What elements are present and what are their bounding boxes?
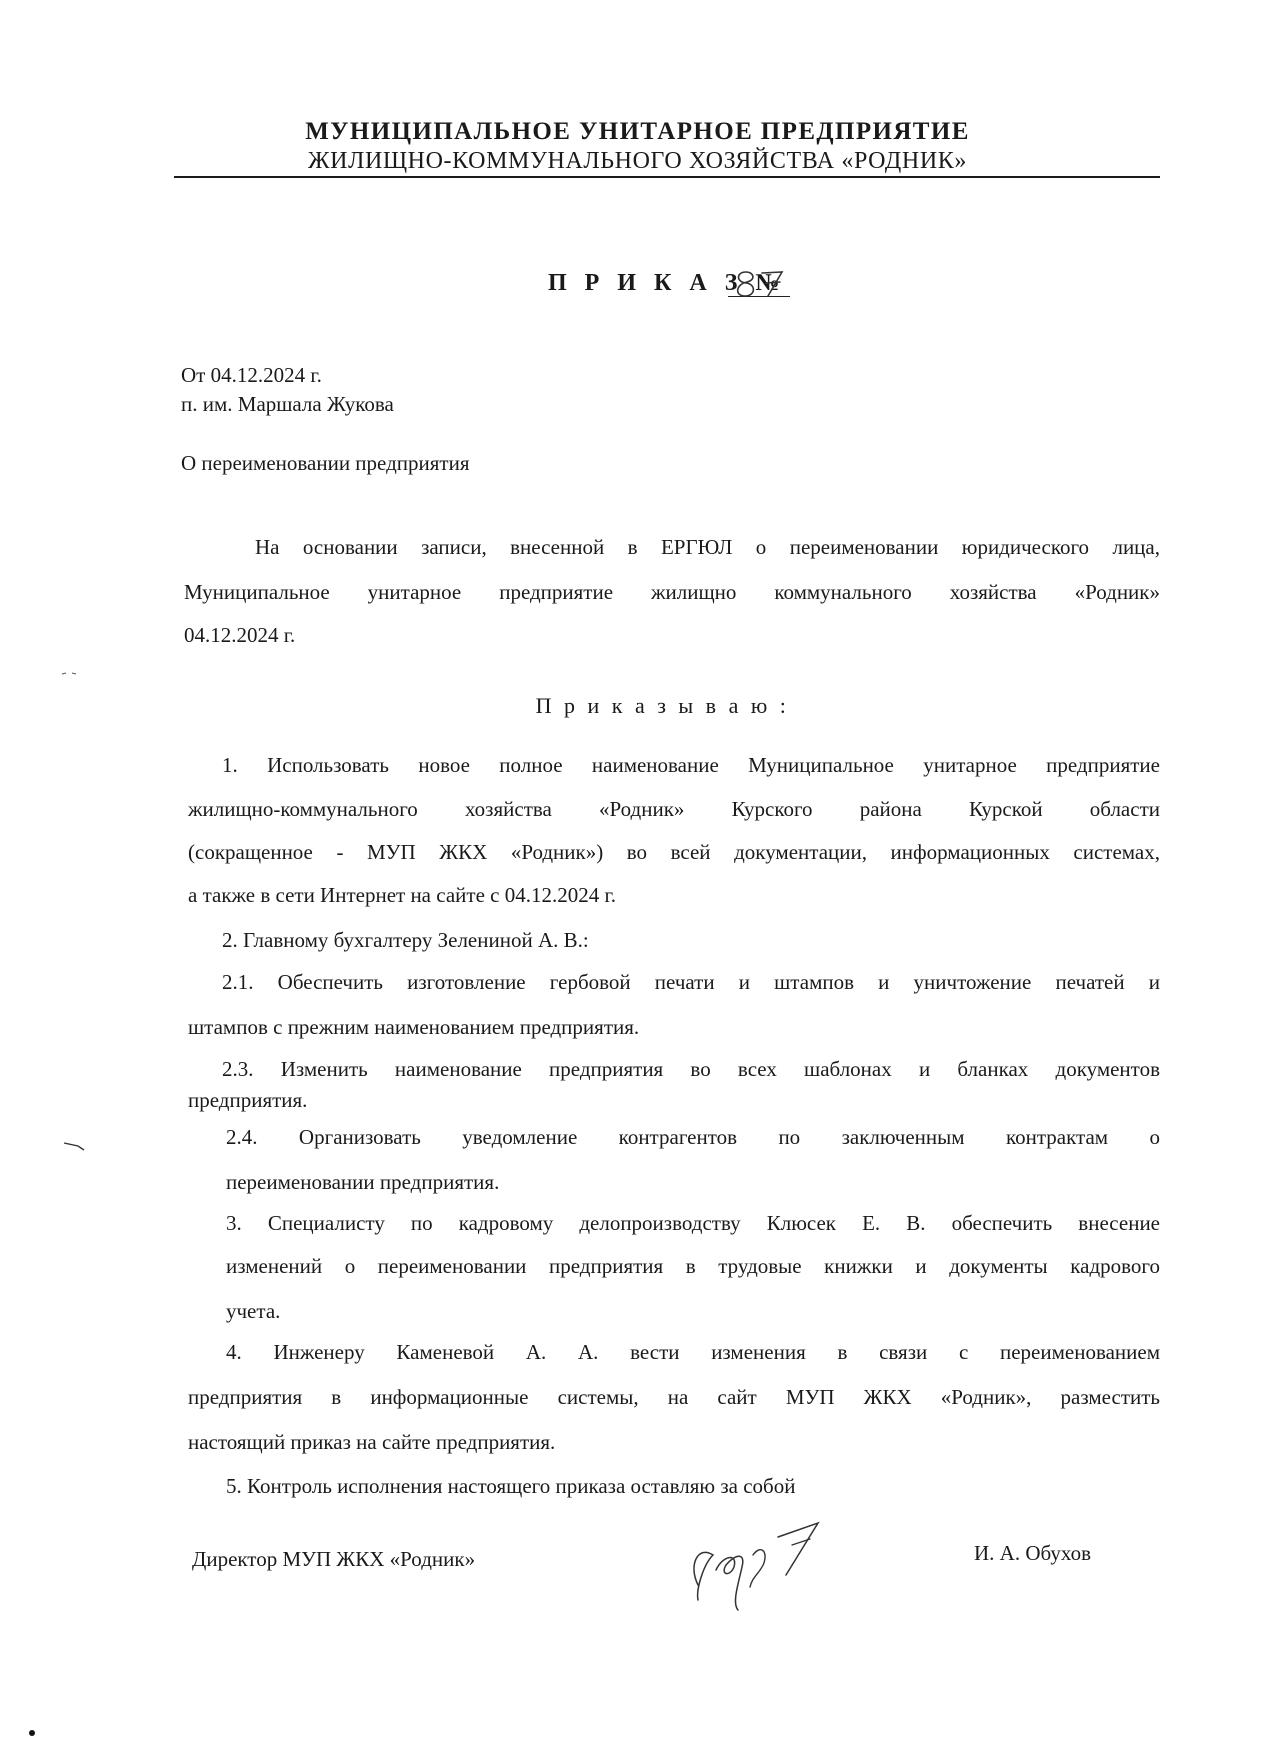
item-4-line: предприятия в информационные системы, на сайт МУП ЖКХ «Родник», разместить [188, 1385, 1160, 1409]
item-2-3-line: 2.3. Изменить наименование предприятия во всех шаблонах и бланках документов [222, 1057, 1160, 1081]
preamble-line: На основании записи, внесенной в ЕРГЮЛ о переименовании юридического лица, [255, 535, 1160, 559]
signatory-role: Директор МУП ЖКХ «Родник» [192, 1547, 476, 1571]
item-2-1-line: 2.1. Обеспечить изготовление гербовой печати и штампов и уничтожение печатей и [222, 970, 1160, 994]
order-place: п. им. Маршала Жукова [181, 392, 394, 416]
order-title: П Р И К А З № [548, 270, 786, 296]
order-subject: О переименовании предприятия [181, 451, 470, 475]
item-3-line: 3. Специалисту по кадровому делопроизводству Клюсек Е. В. обеспечить внесение [226, 1211, 1160, 1235]
item-2-4-line: переименовании предприятия. [226, 1170, 500, 1194]
item-4-line: настоящий приказ на сайте предприятия. [188, 1430, 556, 1454]
item-3-line: изменений о переименовании предприятия в трудовые книжки и документы кадрового [226, 1254, 1160, 1278]
order-number-handwritten [726, 266, 790, 300]
item-2-3-line: предприятия. [188, 1088, 308, 1112]
item-1-line: (сокращенное - МУП ЖКХ «Родник») во всей документации, информационных системах, [188, 840, 1160, 864]
org-name-line1: МУНИЦИПАЛЬНОЕ УНИТАРНОЕ ПРЕДПРИЯТИЕ [305, 118, 970, 145]
item-1-line: жилищно-коммунального хозяйства «Родник» Курского района Курской области [188, 797, 1160, 821]
preamble-line: 04.12.2024 г. [184, 623, 296, 647]
item-2-4-line: 2.4. Организовать уведомление контрагентов по заключенным контрактам о [226, 1125, 1160, 1149]
handwritten-signature [668, 1515, 838, 1615]
item-5: 5. Контроль исполнения настоящего приказа оставляю за собой [226, 1474, 796, 1498]
directive-heading: П р и к а з ы в а ю : [535, 693, 790, 718]
item-2: 2. Главному бухгалтеру Зелениной А. В.: [222, 928, 589, 952]
header-rule [174, 176, 1160, 178]
item-1-line: а также в сети Интернет на сайте с 04.12.2024 г. [188, 883, 616, 907]
order-date: От 04.12.2024 г. [181, 363, 322, 387]
item-1-line: 1. Использовать новое полное наименование Муниципальное унитарное предприятие [222, 753, 1160, 777]
item-4-line: 4. Инженеру Каменевой А. А. вести изменения в связи с переименованием [226, 1340, 1160, 1364]
org-name-line2: ЖИЛИЩНО-КОММУНАЛЬНОГО ХОЗЯЙСТВА «РОДНИК» [308, 148, 967, 174]
preamble-line: Муниципальное унитарное предприятие жилищно коммунального хозяйства «Родник» [184, 580, 1160, 604]
signatory-name: И. А. Обухов [974, 1541, 1091, 1565]
item-2-1-line: штампов с прежним наименованием предприятия. [188, 1015, 640, 1039]
item-3-line: учета. [226, 1299, 281, 1323]
